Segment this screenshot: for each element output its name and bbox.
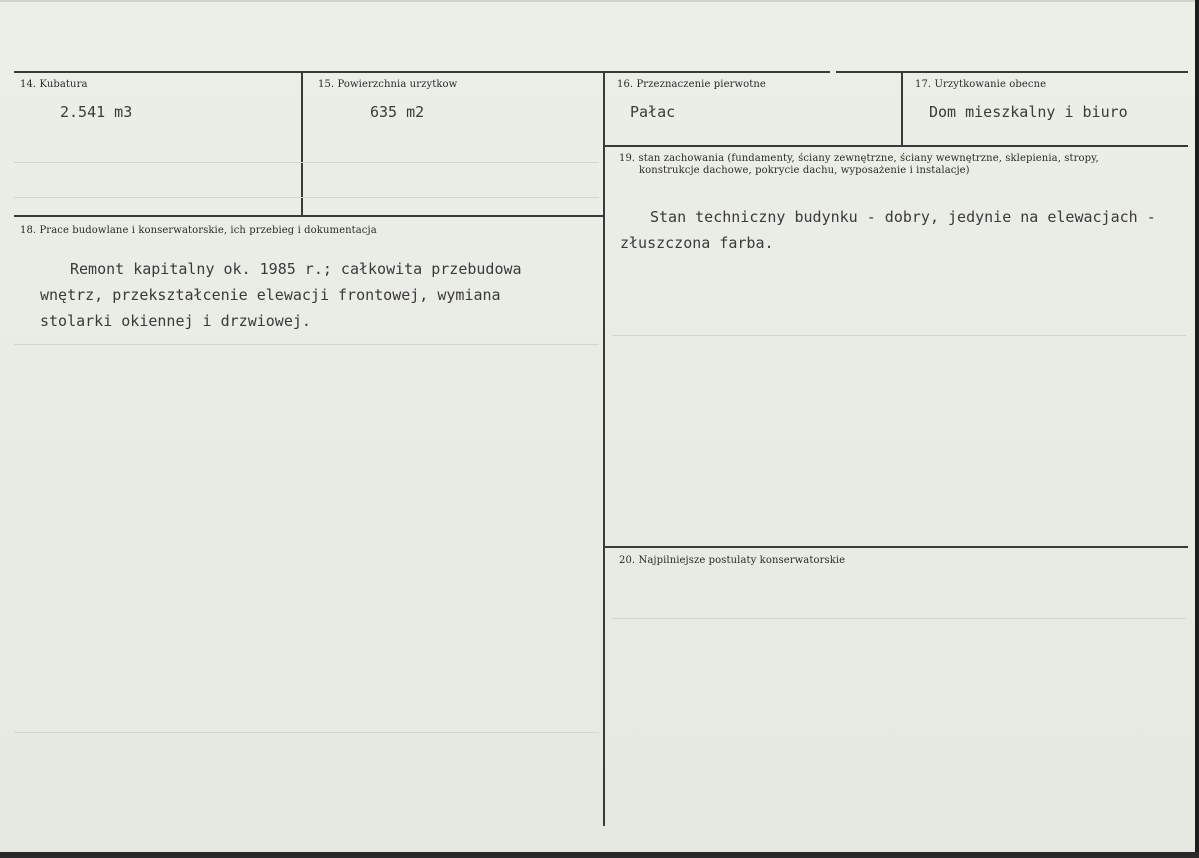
- field-19-label-cont: konstrukcje dachowe, pokrycie dachu, wyposażenie i instalacje): [639, 165, 970, 176]
- field-19-line: Stan techniczny budynku - dobry, jedynie na elewacjach -: [650, 208, 1156, 226]
- divider-main: [603, 71, 605, 826]
- ghost-line: [14, 197, 599, 198]
- ghost-line: [612, 335, 1186, 336]
- divider-16-17: [901, 71, 903, 145]
- field-15-value: 635 m2: [370, 103, 425, 121]
- field-19-label: 19. stan zachowania (fundamenty, ściany zewnętrzne, ściany wewnętrzne, sklepienia, stropy,: [619, 153, 1099, 164]
- ghost-line: [14, 162, 599, 163]
- field-20-label: 20. Najpilniejsze postulaty konserwatorskie: [619, 555, 846, 566]
- card-right-edge: [1195, 0, 1199, 858]
- field-16-value: Pałac: [630, 103, 676, 121]
- ghost-line: [14, 732, 599, 733]
- ghost-line: [612, 618, 1186, 619]
- field-18-line: Remont kapitalny ok. 1985 r.; całkowita przebudowa: [70, 260, 522, 278]
- field-16-label: 16. Przeznaczenie pierwotne: [617, 79, 766, 90]
- card-bottom-edge: [0, 852, 1199, 858]
- field-18-label: 18. Prace budowlane i konserwatorskie, ich przebieg i dokumentacja: [20, 225, 377, 236]
- field-15-label: 15. Powierzchnia urzytkow: [318, 79, 458, 90]
- ghost-line: [14, 344, 599, 345]
- field-19-line: złuszczona farba.: [620, 234, 774, 252]
- field-17-label: 17. Urzytkowanie obecne: [915, 79, 1047, 90]
- field-14-value: 2.541 m3: [60, 103, 133, 121]
- rule-above-18: [14, 215, 604, 217]
- field-17-value: Dom mieszkalny i biuro: [929, 103, 1128, 121]
- top-rule-right: [836, 71, 1188, 73]
- rule-above-20: [605, 546, 1188, 548]
- field-18-line: wnętrz, przekształcenie elewacji frontowej, wymiana: [40, 286, 501, 304]
- rule-above-19: [605, 145, 1188, 147]
- top-rule-left: [14, 71, 830, 73]
- card-top-edge: [0, 0, 1199, 2]
- field-18-line: stolarki okiennej i drzwiowej.: [40, 312, 311, 330]
- field-14-label: 14. Kubatura: [20, 79, 88, 90]
- divider-14-15: [301, 71, 303, 215]
